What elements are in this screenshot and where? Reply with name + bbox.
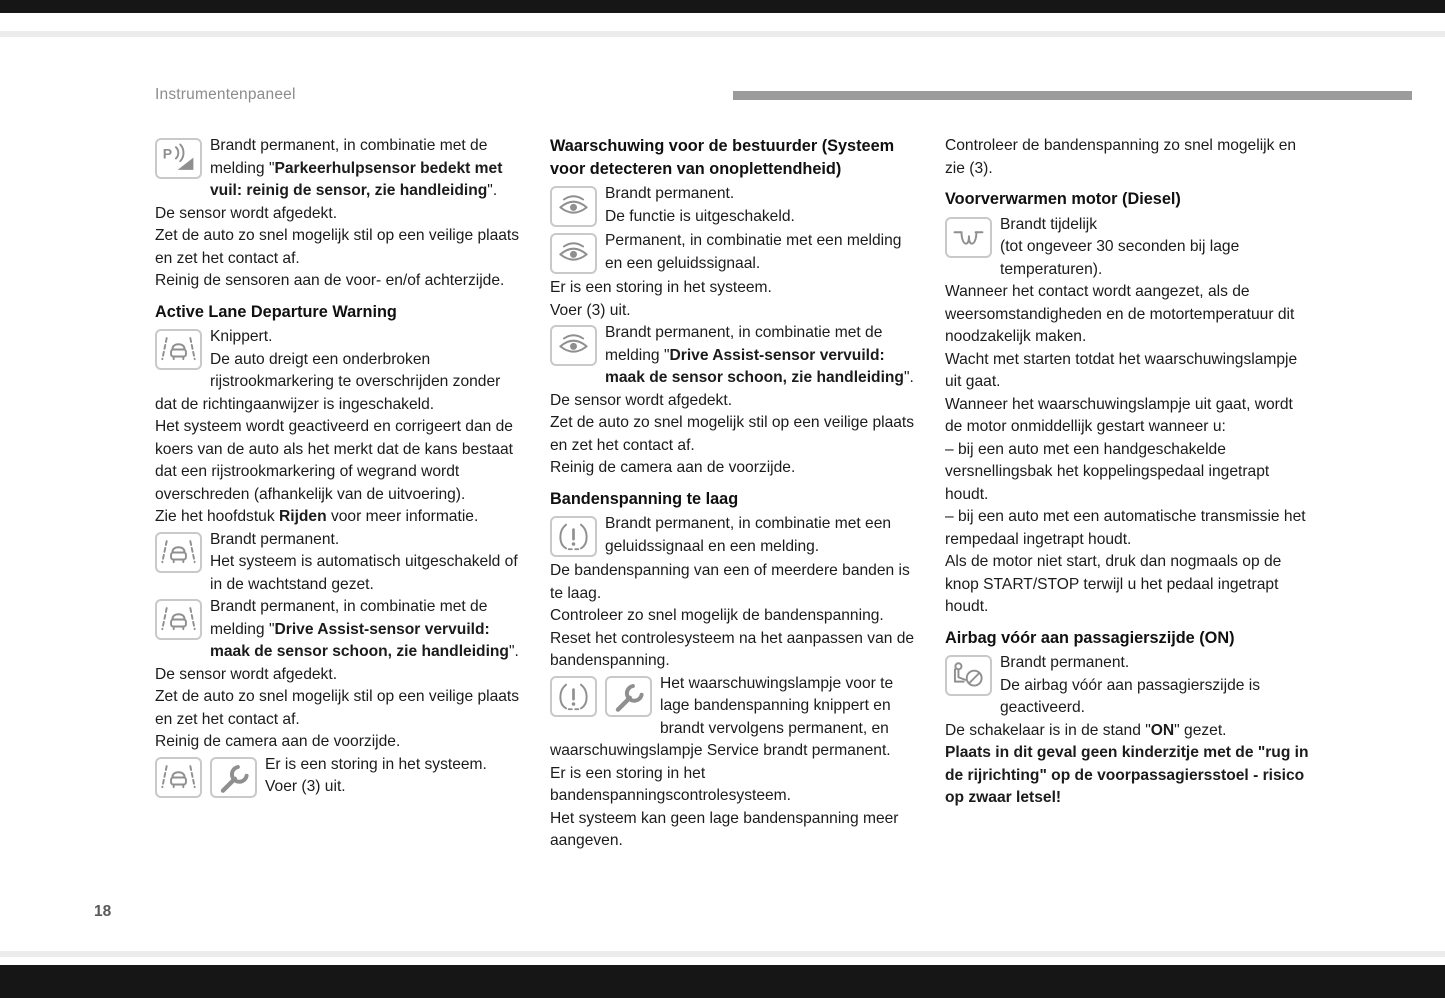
paragraph: [945, 349, 1314, 394]
bold-text-run: Drive Assist-sensor vervuild: maak de sensor schoon, zie handleiding: [605, 346, 904, 386]
eye-icon: [550, 325, 597, 366]
airbag-on-icon: [945, 655, 992, 696]
text-run: Reinig de sensoren aan de voor- en/of achterzijde.: [155, 272, 505, 289]
text-run: voor meer informatie.: [326, 508, 479, 525]
paragraph: [550, 605, 919, 628]
column-middle: [550, 135, 919, 853]
bold-text-run: Rijden: [278, 508, 327, 525]
warning-lamp-paragraph: [550, 673, 919, 763]
text-run: Brandt permanent.: [210, 530, 340, 548]
paragraph: [945, 720, 1314, 743]
warning-lamp-paragraph: [550, 230, 919, 275]
page-number: 18: [94, 903, 112, 920]
text-run: Wanneer het contact wordt aangezet, als de weersomstandigheden en de motortemperatuur dit noodzakelijk maken.: [945, 283, 1295, 345]
paragraph: [550, 277, 919, 300]
paragraph: [945, 135, 1314, 180]
paragraph: [550, 763, 919, 808]
text-run: (tot ongeveer 30 seconden bij lage temperaturen).: [1000, 238, 1240, 278]
paragraph: [155, 416, 524, 506]
svg-text:P: P: [162, 145, 173, 162]
paragraph: [550, 412, 919, 457]
wrench-icon: [605, 676, 652, 717]
text-run: De schakelaar is in de stand ": [945, 721, 1151, 739]
eye-icon: [550, 186, 597, 227]
section-heading: Active Lane Departure Warning: [155, 302, 397, 321]
text-run: De sensor wordt afgedekt.: [155, 665, 338, 683]
text-run: Reinig de camera aan de voorzijde.: [550, 459, 796, 476]
warning-lamp-paragraph: [945, 652, 1314, 720]
text-run: Er is een storing in het systeem.: [265, 755, 487, 773]
text-run: Het systeem kan geen lage bandenspanning meer aangeven.: [550, 809, 899, 849]
paragraph: [945, 281, 1314, 349]
text-run: " gezet.: [1174, 721, 1227, 739]
warning-lamp-paragraph: [550, 183, 919, 228]
warning-lamp-paragraph: [155, 326, 524, 416]
text-run: Wanneer het waarschuwingslampje uit gaat, wordt de motor onmiddellijk gestart wanneer u:: [945, 395, 1293, 435]
section-heading: Voorverwarmen motor (Diesel): [945, 190, 1181, 208]
paragraph: [155, 225, 524, 270]
paragraph: [945, 506, 1314, 551]
text-run: De bandenspanning van een of meerdere banden is te laag.: [550, 562, 910, 602]
text-run: Het systeem wordt geactiveerd en corrigeert dan de koers van de auto als het merkt dat de kans bestaat dat een rijstrookmarkering of wegrand wordt overschreden (afhankelijk van de uitvoering).: [155, 418, 514, 503]
paragraph: [155, 731, 524, 754]
text-run: ".: [903, 369, 914, 386]
text-run: Er is een storing in het systeem.: [550, 279, 772, 296]
paragraph: [945, 742, 1314, 810]
paragraph: [155, 270, 524, 293]
paragraph: [550, 457, 919, 480]
text-run: De airbag vóór aan passagierszijde is geactiveerd.: [1000, 676, 1261, 716]
paragraph: [155, 506, 524, 529]
text-run: Brandt tijdelijk: [1000, 215, 1098, 233]
text-run: Zet de auto zo snel mogelijk stil op een veilige plaats en zet het contact af.: [155, 227, 520, 267]
paragraph: [550, 628, 919, 673]
paragraph: [155, 686, 524, 731]
glow-plug-icon: [945, 217, 992, 258]
bold-text-run: Drive Assist-sensor vervuild: maak de sensor schoon, zie handleiding: [210, 620, 509, 660]
text-run: Knippert.: [210, 328, 273, 345]
text-run: ".: [487, 182, 498, 199]
warning-lamp-paragraph: [155, 135, 524, 203]
section-heading: Waarschuwing voor de bestuurder (Systeem voor detecteren van onoplettendheid): [550, 137, 895, 178]
header-rule: [733, 91, 1412, 100]
text-run: Brandt permanent.: [1000, 654, 1130, 671]
lane-departure-icon: [155, 532, 202, 573]
text-run: Brandt permanent, in combinatie met de melding ": [210, 137, 488, 177]
text-run: – bij een auto met een automatische transmissie het rempedaal ingetrapt houdt.: [945, 508, 1306, 548]
warning-lamp-paragraph: [550, 513, 919, 558]
text-run: Brandt permanent, in combinatie met een geluidssignaal en een melding.: [605, 515, 892, 555]
lane-departure-icon: [155, 757, 202, 798]
page-edge-bottom-band: [0, 951, 1445, 957]
text-run: De sensor wordt afgedekt.: [155, 204, 338, 222]
page-edge-bottom: [0, 965, 1445, 998]
wrench-icon: [210, 757, 257, 798]
warning-lamp-paragraph: [155, 754, 524, 799]
warning-lamp-paragraph: [550, 322, 919, 390]
parking-sensor-icon: [155, 138, 202, 179]
section-heading: Airbag vóór aan passagierszijde (ON): [945, 628, 1235, 647]
text-run: Er is een storing in het bandenspanningscontrolesysteem.: [550, 764, 791, 804]
text-run: ".: [508, 643, 519, 660]
paragraph: [945, 394, 1314, 439]
section-heading: Bandenspanning te laag: [550, 489, 739, 508]
paragraph: [550, 300, 919, 323]
paragraph: [945, 439, 1314, 507]
text-run: Het systeem is automatisch uitgeschakeld of in de wachtstand gezet.: [210, 553, 518, 593]
page-edge-top-band: [0, 31, 1445, 37]
lane-departure-icon: [155, 599, 202, 640]
bold-text-run: ON: [1150, 721, 1175, 739]
text-run: Zet de auto zo snel mogelijk stil op een veilige plaats en zet het contact af.: [155, 688, 520, 728]
warning-lamp-paragraph: [945, 214, 1314, 282]
warning-lamp-paragraph: [155, 596, 524, 664]
text-run: Het waarschuwingslampje voor te lage bandenspanning knippert en brandt vervolgens permanent, en waarschuwingslampje Service brandt permanent.: [550, 674, 894, 759]
paragraph: [550, 808, 919, 853]
eye-icon: [550, 233, 597, 274]
text-run: Plaats in dit geval geen kinderzitje met de "rug in de rijrichting" op de voorpassagiersstoel - risico op zwaar letsel!: [945, 744, 1309, 806]
paragraph: [550, 390, 919, 413]
text-run: Zet de auto zo snel mogelijk stil op een veilige plaats en zet het contact af.: [550, 414, 915, 454]
text-run: Permanent, in combinatie met een melding en een geluidssignaal.: [605, 232, 902, 272]
text-run: Brandt permanent, in combinatie met de melding ": [605, 324, 883, 364]
text-run: Reset het controlesysteem na het aanpassen van de bandenspanning.: [550, 629, 915, 669]
paragraph: [155, 203, 524, 226]
text-run: Controleer zo snel mogelijk de bandenspanning.: [550, 607, 884, 624]
paragraph: [155, 664, 524, 687]
text-run: – bij een auto met een handgeschakelde versnellingsbak het koppelingspedaal ingetrapt houdt.: [945, 440, 1270, 503]
text-run: Brandt permanent, in combinatie met de melding ": [210, 598, 488, 638]
text-run: Reinig de camera aan de voorzijde.: [155, 733, 401, 750]
text-run: Wacht met starten totdat het waarschuwingslampje uit gaat.: [945, 350, 1298, 390]
column-right: [945, 135, 1314, 810]
text-run: Voer (3) uit.: [550, 301, 631, 319]
running-header: Instrumentenpaneel: [155, 86, 296, 103]
paragraph: [945, 551, 1314, 619]
text-run: De auto dreigt een onderbroken rijstrookmarkering te overschrijden zonder dat de richtingaanwijzer is ingeschakeld.: [155, 350, 501, 413]
lane-departure-icon: [155, 329, 202, 370]
text-run: Zie het hoofdstuk: [155, 508, 279, 525]
text-run: Brandt permanent.: [605, 185, 735, 202]
text-run: De functie is uitgeschakeld.: [605, 207, 795, 225]
bold-text-run: Parkeerhulpsensor bedekt met vuil: reinig de sensor, zie handleiding: [210, 159, 503, 199]
page-edge-top: [0, 0, 1445, 13]
content-columns: [155, 135, 1314, 853]
text-run: Controleer de bandenspanning zo snel mogelijk en zie (3).: [945, 137, 1297, 177]
warning-lamp-paragraph: [155, 529, 524, 597]
tire-pressure-icon: [550, 676, 597, 717]
paragraph: [550, 560, 919, 605]
text-run: Voer (3) uit.: [265, 778, 346, 795]
tire-pressure-icon: [550, 516, 597, 557]
text-run: Als de motor niet start, druk dan nogmaals op de knop START/STOP terwijl u het pedaal ingetrapt houdt.: [945, 553, 1282, 615]
column-left: [155, 135, 524, 801]
text-run: De sensor wordt afgedekt.: [550, 391, 733, 409]
